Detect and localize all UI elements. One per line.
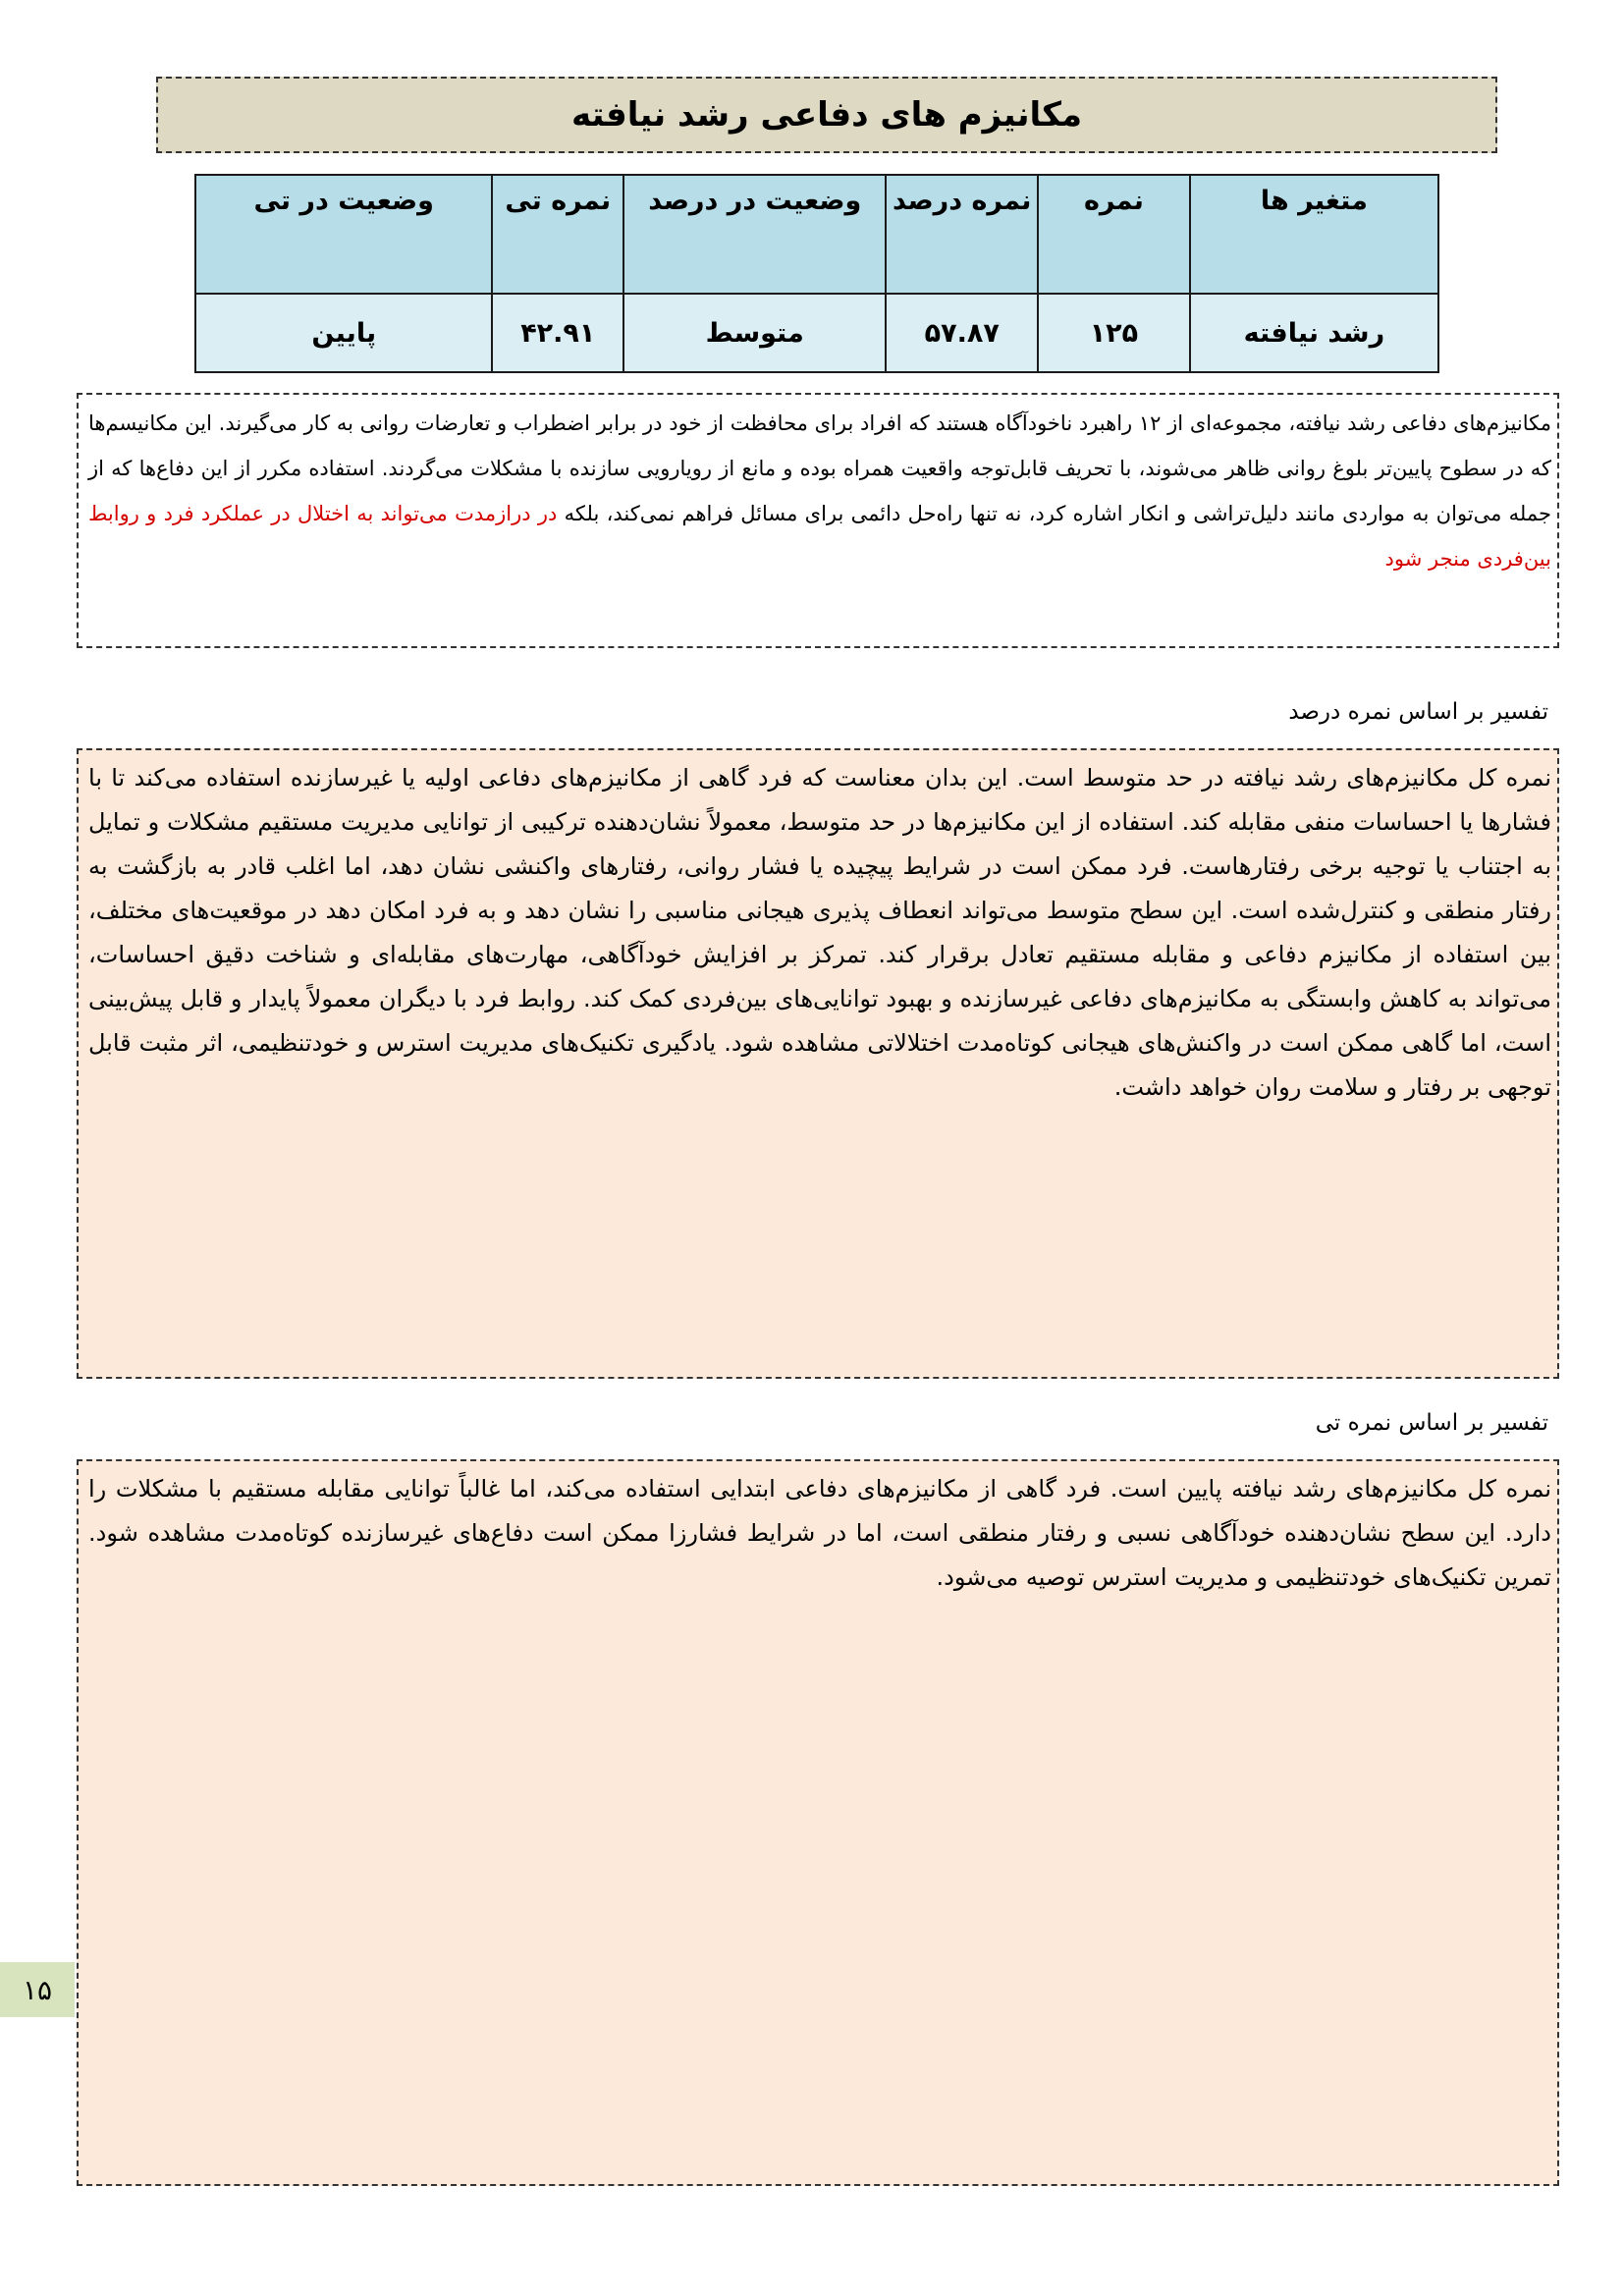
header-percent-score: نمره درصد <box>886 175 1038 294</box>
percent-interpretation-text: نمره کل مکانیزم‌های رشد نیافته در حد متوسط است. این بدان معناست که فرد گاهی از مکانیزم‌های دفاعی اولیه یا غیرسازنده استفاده می‌کند تا با فشارها یا احساسات منفی مقابله کند. استفاده از این مکانیزم‌ها در حد متوسط، معمولاً نشان‌دهنده ترکیبی از توانایی مدیریت مستقیم مشکلات و تمایل به اجتناب یا توجیه برخی رفتارهاست. فرد ممکن است در شرایط پیچیده یا فشار روانی، رفتارهای واکنشی نشان دهد، اما اغلب قادر به بازگشت به رفتار منطقی و کنترل‌شده است. این سطح متوسط می‌تواند انعطاف پذیری هیجانی مناسبی را نشان دهد و به فرد امکان دهد در موقعیت‌های مختلف، بین استفاده از مکانیزم دفاعی و مقابله مستقیم تعادل برقرار کند. تمرکز بر افزایش خودآگاهی، مهارت‌های مقابله‌ای و شناخت دقیق احساسات، می‌تواند به کاهش وابستگی به مکانیزم‌های دفاعی غیرسازنده و بهبود توانایی‌های بین‌فردی کمک کند. روابط فرد با دیگران معمولاً پایدار و قابل پیش‌بینی است، اما گاهی ممکن است در واکنش‌های هیجانی کوتاه‌مدت اختلالاتی مشاهده شود. یادگیری تکنیک‌های مدیریت استرس و خودتنظیمی، اثر مثبت قابل توجهی بر رفتار و سلامت روان خواهد داشت. <box>88 764 1551 1101</box>
table-row <box>195 294 1438 372</box>
cell-percent-score: ۵۷.۸۷ <box>886 294 1038 372</box>
cell-variable: رشد نیافته <box>1190 294 1438 372</box>
header-score: نمره <box>1038 175 1190 294</box>
scores-table <box>194 174 1439 373</box>
header-percent-status: وضعیت در درصد <box>623 175 886 294</box>
header-t-status: وضعیت در تی <box>195 175 492 294</box>
description-paragraph <box>88 401 1551 581</box>
percent-interpretation-label: تفسیر بر اساس نمره درصد <box>1288 699 1548 725</box>
cell-t-score: ۴۲.۹۱ <box>492 294 623 372</box>
t-interpretation-text: نمره کل مکانیزم‌های رشد نیافته پایین است. فرد گاهی از مکانیزم‌های دفاعی ابتدایی استفاده می‌کند، اما غالباً توانایی مقابله مستقیم با مشکلات را دارد. این سطح نشان‌دهنده خودآگاهی نسبی و رفتار منطقی است، اما در شرایط فشارزا ممکن است دفاع‌های غیرسازنده کوتاه‌مدت مشاهده شود. تمرین تکنیک‌های خودتنظیمی و مدیریت استرس توصیه می‌شود. <box>88 1475 1551 1591</box>
cell-score: ۱۲۵ <box>1038 294 1190 372</box>
description-text: مکانیزم‌های دفاعی رشد نیافته، مجموعه‌ای از ۱۲ راهبرد ناخودآگاه هستند که افراد برای محافظت از خود در برابر اضطراب و تعارضات روانی به کار می‌گیرند. این مکانیسم‌ها که در سطوح پایین‌تر بلوغ روانی ظاهر می‌شوند، با تحریف قابل‌توجه واقعیت همراه بوده و مانع از رویارویی سازنده با مشکلات می‌گردند. استفاده مکرر از این دفاع‌ها که از جمله می‌توان به مواردی مانند دلیل‌تراشی و انکار اشاره کرد، نه تنها راه‌حل دائمی برای مسائل فراهم نمی‌کند، بلکه <box>88 411 1551 525</box>
page-number: ۱۵ <box>0 1962 75 2017</box>
description-highlight: در درازمدت می‌تواند به اختلال در عملکرد فرد و روابط بین‌فردی منجر شود <box>88 502 1551 571</box>
header-variables: متغیر ها <box>1190 175 1438 294</box>
table-header-row <box>195 175 1438 294</box>
t-interpretation-box <box>77 1459 1559 2186</box>
page-title-box <box>156 77 1497 153</box>
page-title: مکانیزم های دفاعی رشد نیافته <box>570 95 1083 135</box>
cell-t-status: پایین <box>195 294 492 372</box>
t-interpretation-label: تفسیر بر اساس نمره تی <box>1315 1410 1548 1436</box>
percent-interpretation-box <box>77 748 1559 1379</box>
description-box <box>77 393 1559 648</box>
cell-percent-status: متوسط <box>623 294 886 372</box>
header-t-score: نمره تی <box>492 175 623 294</box>
